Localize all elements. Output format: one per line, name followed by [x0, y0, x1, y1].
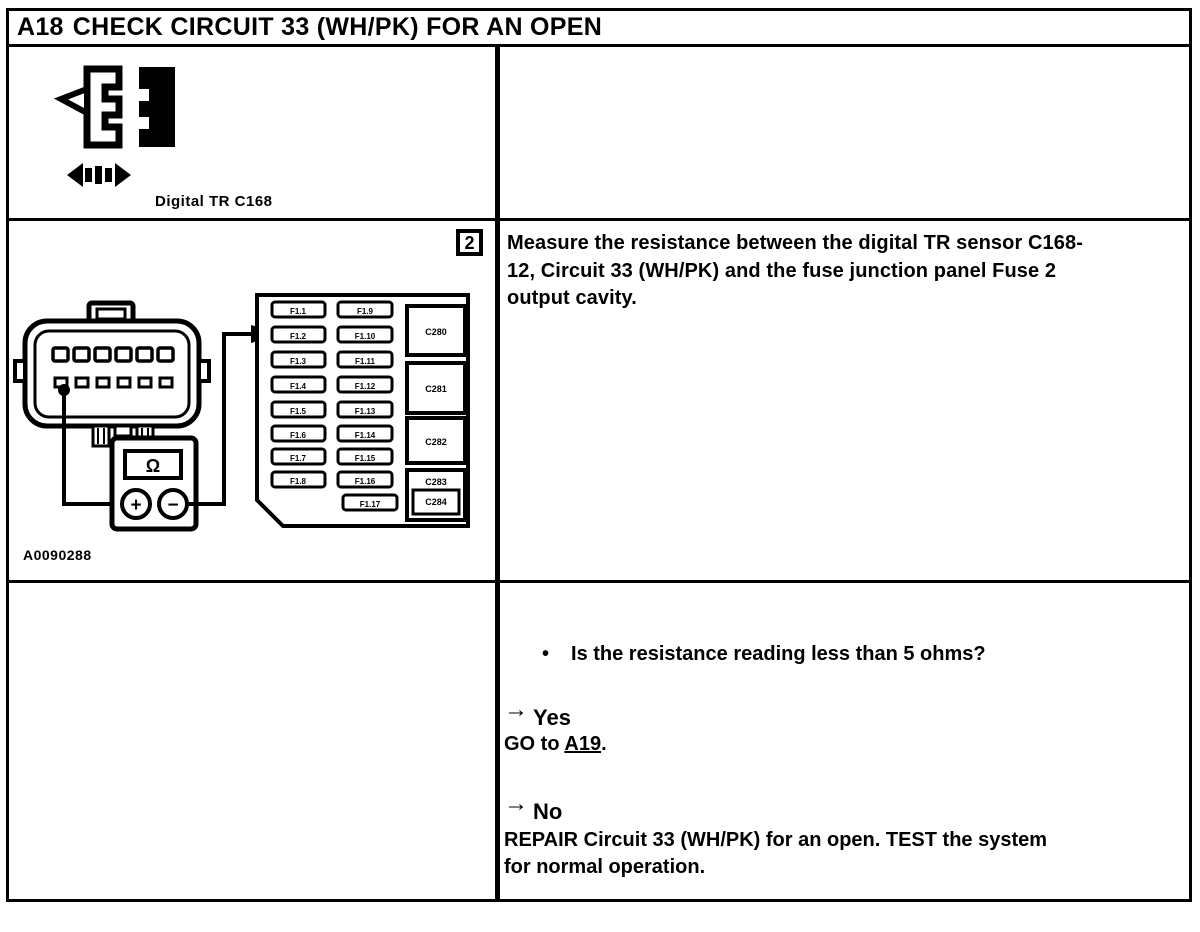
fuse-label: F1.17: [359, 500, 381, 509]
ohmmeter: [112, 438, 196, 529]
panel-connector-label: C282: [425, 437, 447, 447]
test-header: [9, 11, 1189, 47]
fuse-label: F1.15: [354, 454, 376, 463]
mating-arrows-icon: [67, 163, 131, 187]
test-title: CHECK CIRCUIT 33 (WH/PK) FOR AN OPEN: [72, 13, 603, 41]
connector-latch: [61, 89, 87, 113]
yes-action-prefix: GO to: [504, 733, 565, 755]
fuse-junction-panel: [257, 295, 468, 526]
connector-figure-cell: [9, 47, 500, 218]
diagram-cell: [9, 218, 500, 580]
meter-plus-terminal: +: [130, 495, 142, 516]
panel-connectors: [407, 306, 465, 520]
fuse-label: F1.7: [289, 454, 307, 463]
instruction-text: Measure the resistance between the digital TR sensor C168-12, Circuit 33 (WH/PK) and the fuse junction panel Fuse 2 output cavity.: [507, 232, 1083, 310]
arrow-right-icon: →: [504, 696, 528, 723]
fuse-label: F1.14: [354, 431, 376, 440]
result-cell: [500, 580, 1189, 899]
no-heading: [504, 790, 1189, 826]
fuse-label: F1.16: [354, 477, 376, 486]
bullet-icon: •: [542, 643, 550, 665]
fuse-label: F1.5: [289, 407, 307, 416]
step-number-badge: 2: [456, 229, 483, 256]
ohm-symbol: Ω: [145, 456, 161, 476]
yes-action-suffix: .: [601, 733, 607, 755]
fuse-label: F1.10: [354, 332, 376, 341]
a19-link[interactable]: A19: [564, 733, 602, 755]
fuse-label: F1.12: [354, 382, 376, 391]
fuse-label: F1.1: [289, 307, 307, 316]
connector-half-right: [139, 67, 175, 147]
no-action: REPAIR Circuit 33 (WH/PK) for an open. TEST the system for normal operation.: [504, 829, 1048, 878]
empty-cell-row3: [9, 580, 500, 899]
connector-label: Digital TR C168: [155, 193, 273, 210]
panel-connector-label: C281: [425, 384, 447, 394]
fuse-label: F1.8: [289, 477, 307, 486]
yes-heading: [504, 696, 1189, 732]
panel-connector-label: C284: [425, 497, 447, 507]
fuse-label: F1.3: [289, 357, 307, 366]
fuse-label: F1.9: [356, 307, 374, 316]
fuse-column-right: [338, 302, 397, 510]
fuse-label: F1.2: [289, 332, 307, 341]
panel-connector-label: C280: [425, 327, 447, 337]
fuse-label: F1.13: [354, 407, 376, 416]
figure-id: A0090288: [23, 547, 92, 563]
no-label: No: [533, 799, 563, 824]
fuse-label: F1.6: [289, 431, 307, 440]
measurement-diagram: [9, 221, 495, 580]
fuse-label: F1.11: [354, 357, 376, 366]
tr-sensor-connector: [15, 303, 209, 446]
yes-action: [504, 733, 1189, 756]
connector-half-left: [87, 69, 119, 145]
question-text: Is the resistance reading less than 5 ohms?: [571, 643, 986, 665]
instruction-cell: [500, 218, 1189, 580]
panel-connector-label: C283: [425, 477, 447, 487]
test-id: A18: [17, 13, 64, 41]
connector-mating-icon: [21, 57, 201, 192]
arrow-right-icon: →: [504, 790, 528, 817]
meter-minus-terminal: −: [167, 495, 179, 516]
empty-cell-row1: [500, 47, 1189, 218]
question-row: [542, 643, 1189, 666]
pinpoint-test-table: [6, 8, 1192, 902]
fuse-label: F1.4: [289, 382, 307, 391]
yes-label: Yes: [533, 705, 571, 730]
